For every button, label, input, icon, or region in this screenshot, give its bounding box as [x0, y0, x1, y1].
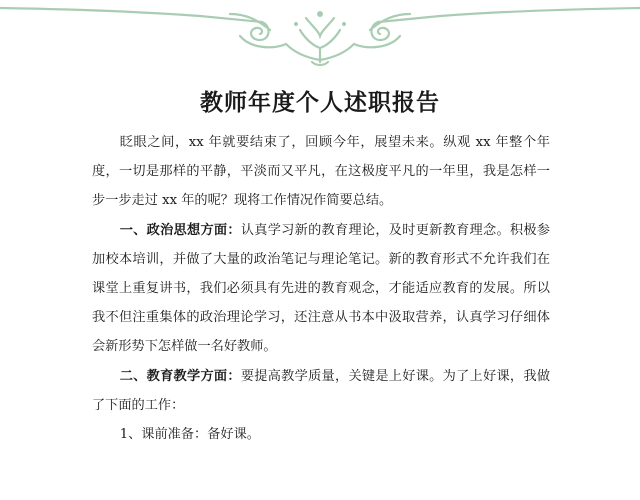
paragraph-intro	[92, 128, 550, 216]
document-title: 教师年度个人述职报告	[200, 90, 440, 116]
paragraph-text: 眨眼之间，xx 年就要结束了，回顾今年，展望未来。纵观 xx 年整个年度，一切是那样的平静，平淡而又平凡，在这极度平凡的一年里，我是怎样一步一步走过 xx 年的呢？现将工作情况作简要总结。	[92, 135, 550, 209]
decorative-header-ornament	[0, 0, 640, 70]
list-item: 1、课前准备：备好课。	[119, 427, 260, 443]
paragraph-text: 认真学习新的教育理论，及时更新教育理念。积极参加校本培训，并做了大量的政治笔记与理论笔记。新的教育形式不允许我们在课堂上重复讲书，我们必须具有先进的教育观念，才能适应教育的发展。所以我不但注重集体的政治理论学习，还注意从书本中汲取营养，认真学习仔细体会新形势下怎样做一名好教师。	[92, 222, 550, 355]
paragraph-lead: 二、教育教学方面：	[119, 368, 241, 384]
paragraph-teaching	[92, 362, 550, 420]
document-body	[92, 128, 550, 449]
paragraph-lead: 一、政治思想方面：	[119, 222, 241, 238]
paragraph-political	[92, 216, 550, 362]
paragraph-text: 要提高教学质量，关键是上好课。为了上好课，我做了下面的工作：	[92, 368, 550, 413]
